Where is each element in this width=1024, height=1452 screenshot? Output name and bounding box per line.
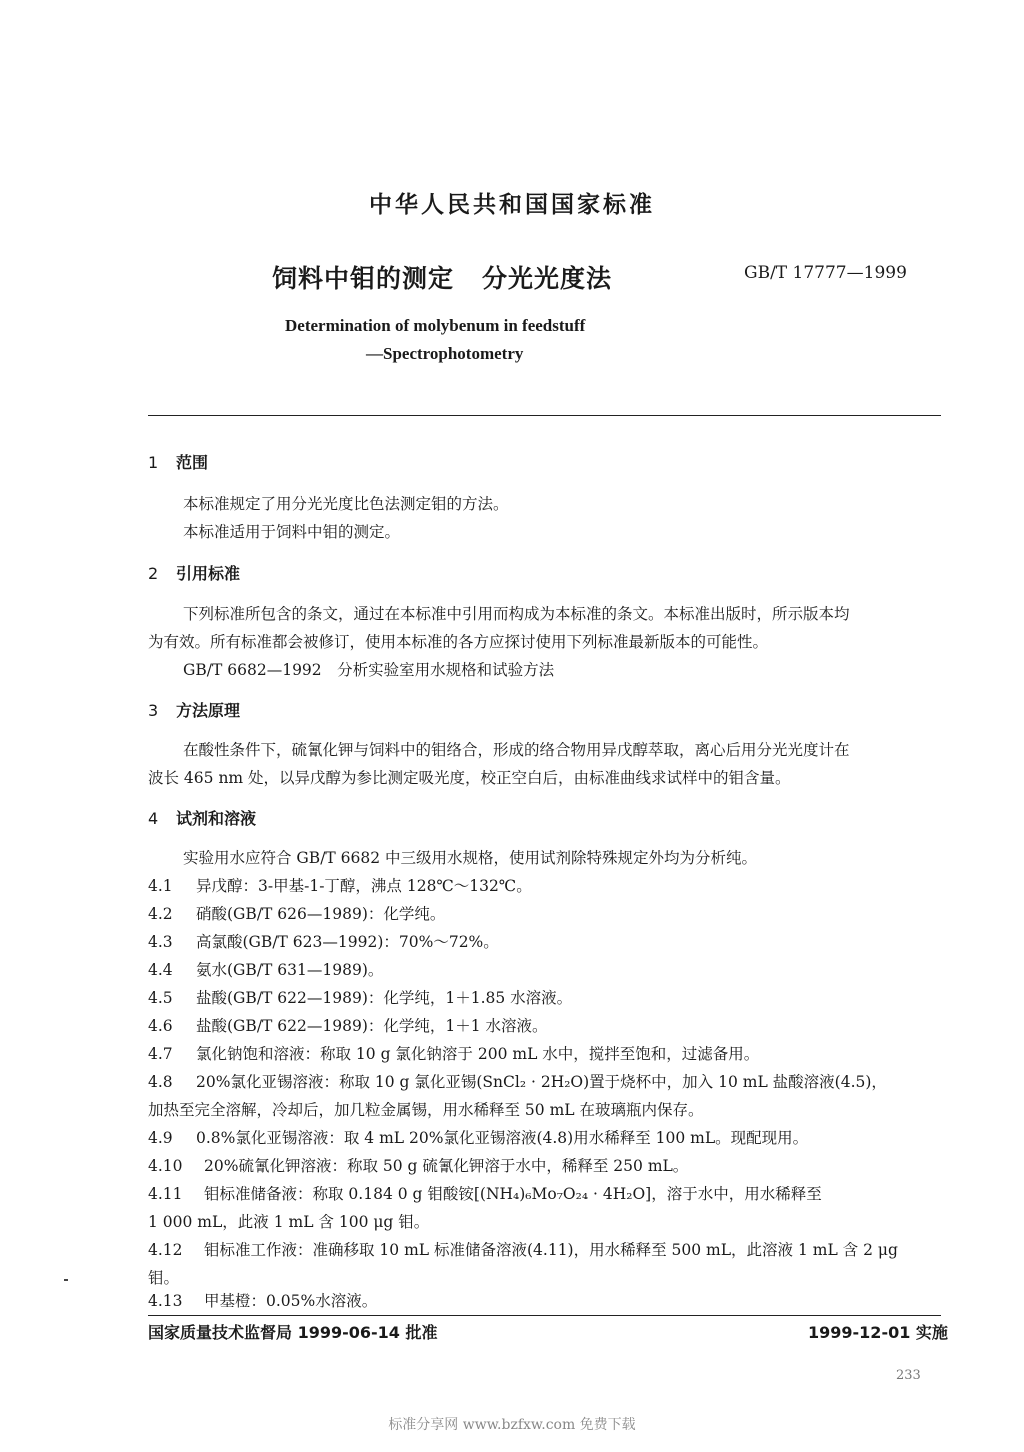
english-title-line-2: —Spectrophotometry [366,344,524,363]
national-standard-heading: 中华人民共和国国家标准 [369,192,655,218]
clause-4-13: 4.13 甲基橙：0.05%水溶液。 [148,1292,378,1310]
section-1-para: 本标准规定了用分光光度比色法测定钼的方法。 [183,495,509,513]
section-4-para: 实验用水应符合 GB/T 6682 中三级用水规格，使用试剂除特殊规定外均为分析纯。 [183,849,758,867]
implementation-date: 1999-12-01 实施 [808,1323,948,1342]
watermark: 标准分享网 www.bzfxw.com 免费下载 [388,1417,636,1433]
footer-divider [148,1315,941,1316]
clause-4-12: 4.12 钼标准工作液：准确移取 10 mL 标准储备溶液(4.11)，用水稀释至 500 mL，此溶液 1 mL 含 2 μg [148,1241,898,1259]
standard-code: GB/T 17777—1999 [744,263,907,283]
clause-4-6: 4.6 盐酸(GB/T 622—1989)：化学纯，1＋1 水溶液。 [148,1017,548,1035]
header-divider [148,415,941,416]
clause-4-10: 4.10 20%硫氰化钾溶液：称取 50 g 硫氰化钾溶于水中，稀释至 250 mL。 [148,1157,689,1175]
section-heading-4: 4 试剂和溶液 [148,809,257,828]
section-3-para: 在酸性条件下，硫氰化钾与饲料中的钼络合，形成的络合物用异戊醇萃取，离心后用分光光度计在 [183,741,850,759]
page-number: 233 [896,1368,921,1383]
section-heading-3: 3 方法原理 [148,701,241,720]
section-1-para: 本标准适用于饲料中钼的测定。 [183,523,401,541]
clause-4-1: 4.1 异戊醇：3-甲基-1-丁醇，沸点 128℃～132℃。 [148,877,532,895]
document-title-cn [272,259,612,295]
clause-4-3: 4.3 高氯酸(GB/T 623—1992)：70%～72%。 [148,933,499,951]
section-3-para: 波长 465 nm 处，以异戊醇为参比测定吸光度，校正空白后，由标准曲线求试样中的钼含量。 [148,769,791,787]
clause-4-4: 4.4 氨水(GB/T 631—1989)。 [148,961,384,979]
clause-4-2: 4.2 硝酸(GB/T 626—1989)：化学纯。 [148,905,446,923]
clause-4-11-cont: 1 000 mL，此液 1 mL 含 100 μg 钼。 [148,1213,430,1231]
approval-date: 国家质量技术监督局 1999-06-14 批准 [148,1323,438,1342]
clause-4-11: 4.11 钼标准储备液：称取 0.184 0 g 钼酸铵[(NH₄)₆Mo₇O₂₄ · 4H₂O]，溶于水中，用水稀释至 [148,1185,822,1203]
document-title-method: 分光光度法 [482,264,613,293]
clause-4-12-cont: 钼。 [148,1269,180,1287]
clause-4-9: 4.9 0.8%氯化亚锡溶液：取 4 mL 20%氯化亚锡溶液(4.8)用水稀释至 100 mL。现配现用。 [148,1129,809,1147]
english-title-line-1: Determination of molybenum in feedstuff [285,316,586,335]
clause-4-8-cont: 加热至完全溶解，冷却后，加几粒金属锡，用水稀释至 50 mL 在玻璃瓶内保存。 [148,1101,704,1119]
scan-speck [64,1279,68,1281]
clause-4-8: 4.8 20%氯化亚锡溶液：称取 10 g 氯化亚锡(SnCl₂ · 2H₂O)置于烧杯中，加入 10 mL 盐酸溶液(4.5)， [148,1073,887,1091]
section-2-para: 下列标准所包含的条文，通过在本标准中引用而构成为本标准的条文。本标准出版时，所示版本均 [183,605,850,623]
section-heading-2: 2 引用标准 [148,564,241,583]
referenced-standard: GB/T 6682—1992 分析实验室用水规格和试验方法 [183,661,555,679]
clause-4-5: 4.5 盐酸(GB/T 622—1989)：化学纯，1＋1.85 水溶液。 [148,989,573,1007]
document-title-main: 饲料中钼的测定 [272,264,455,293]
section-2-para: 为有效。所有标准都会被修订，使用本标准的各方应探讨使用下列标准最新版本的可能性。 [148,633,769,651]
section-heading-1: 1 范围 [148,453,209,472]
clause-4-7: 4.7 氯化钠饱和溶液：称取 10 g 氯化钠溶于 200 mL 水中，搅拌至饱和，过滤备用。 [148,1045,760,1063]
